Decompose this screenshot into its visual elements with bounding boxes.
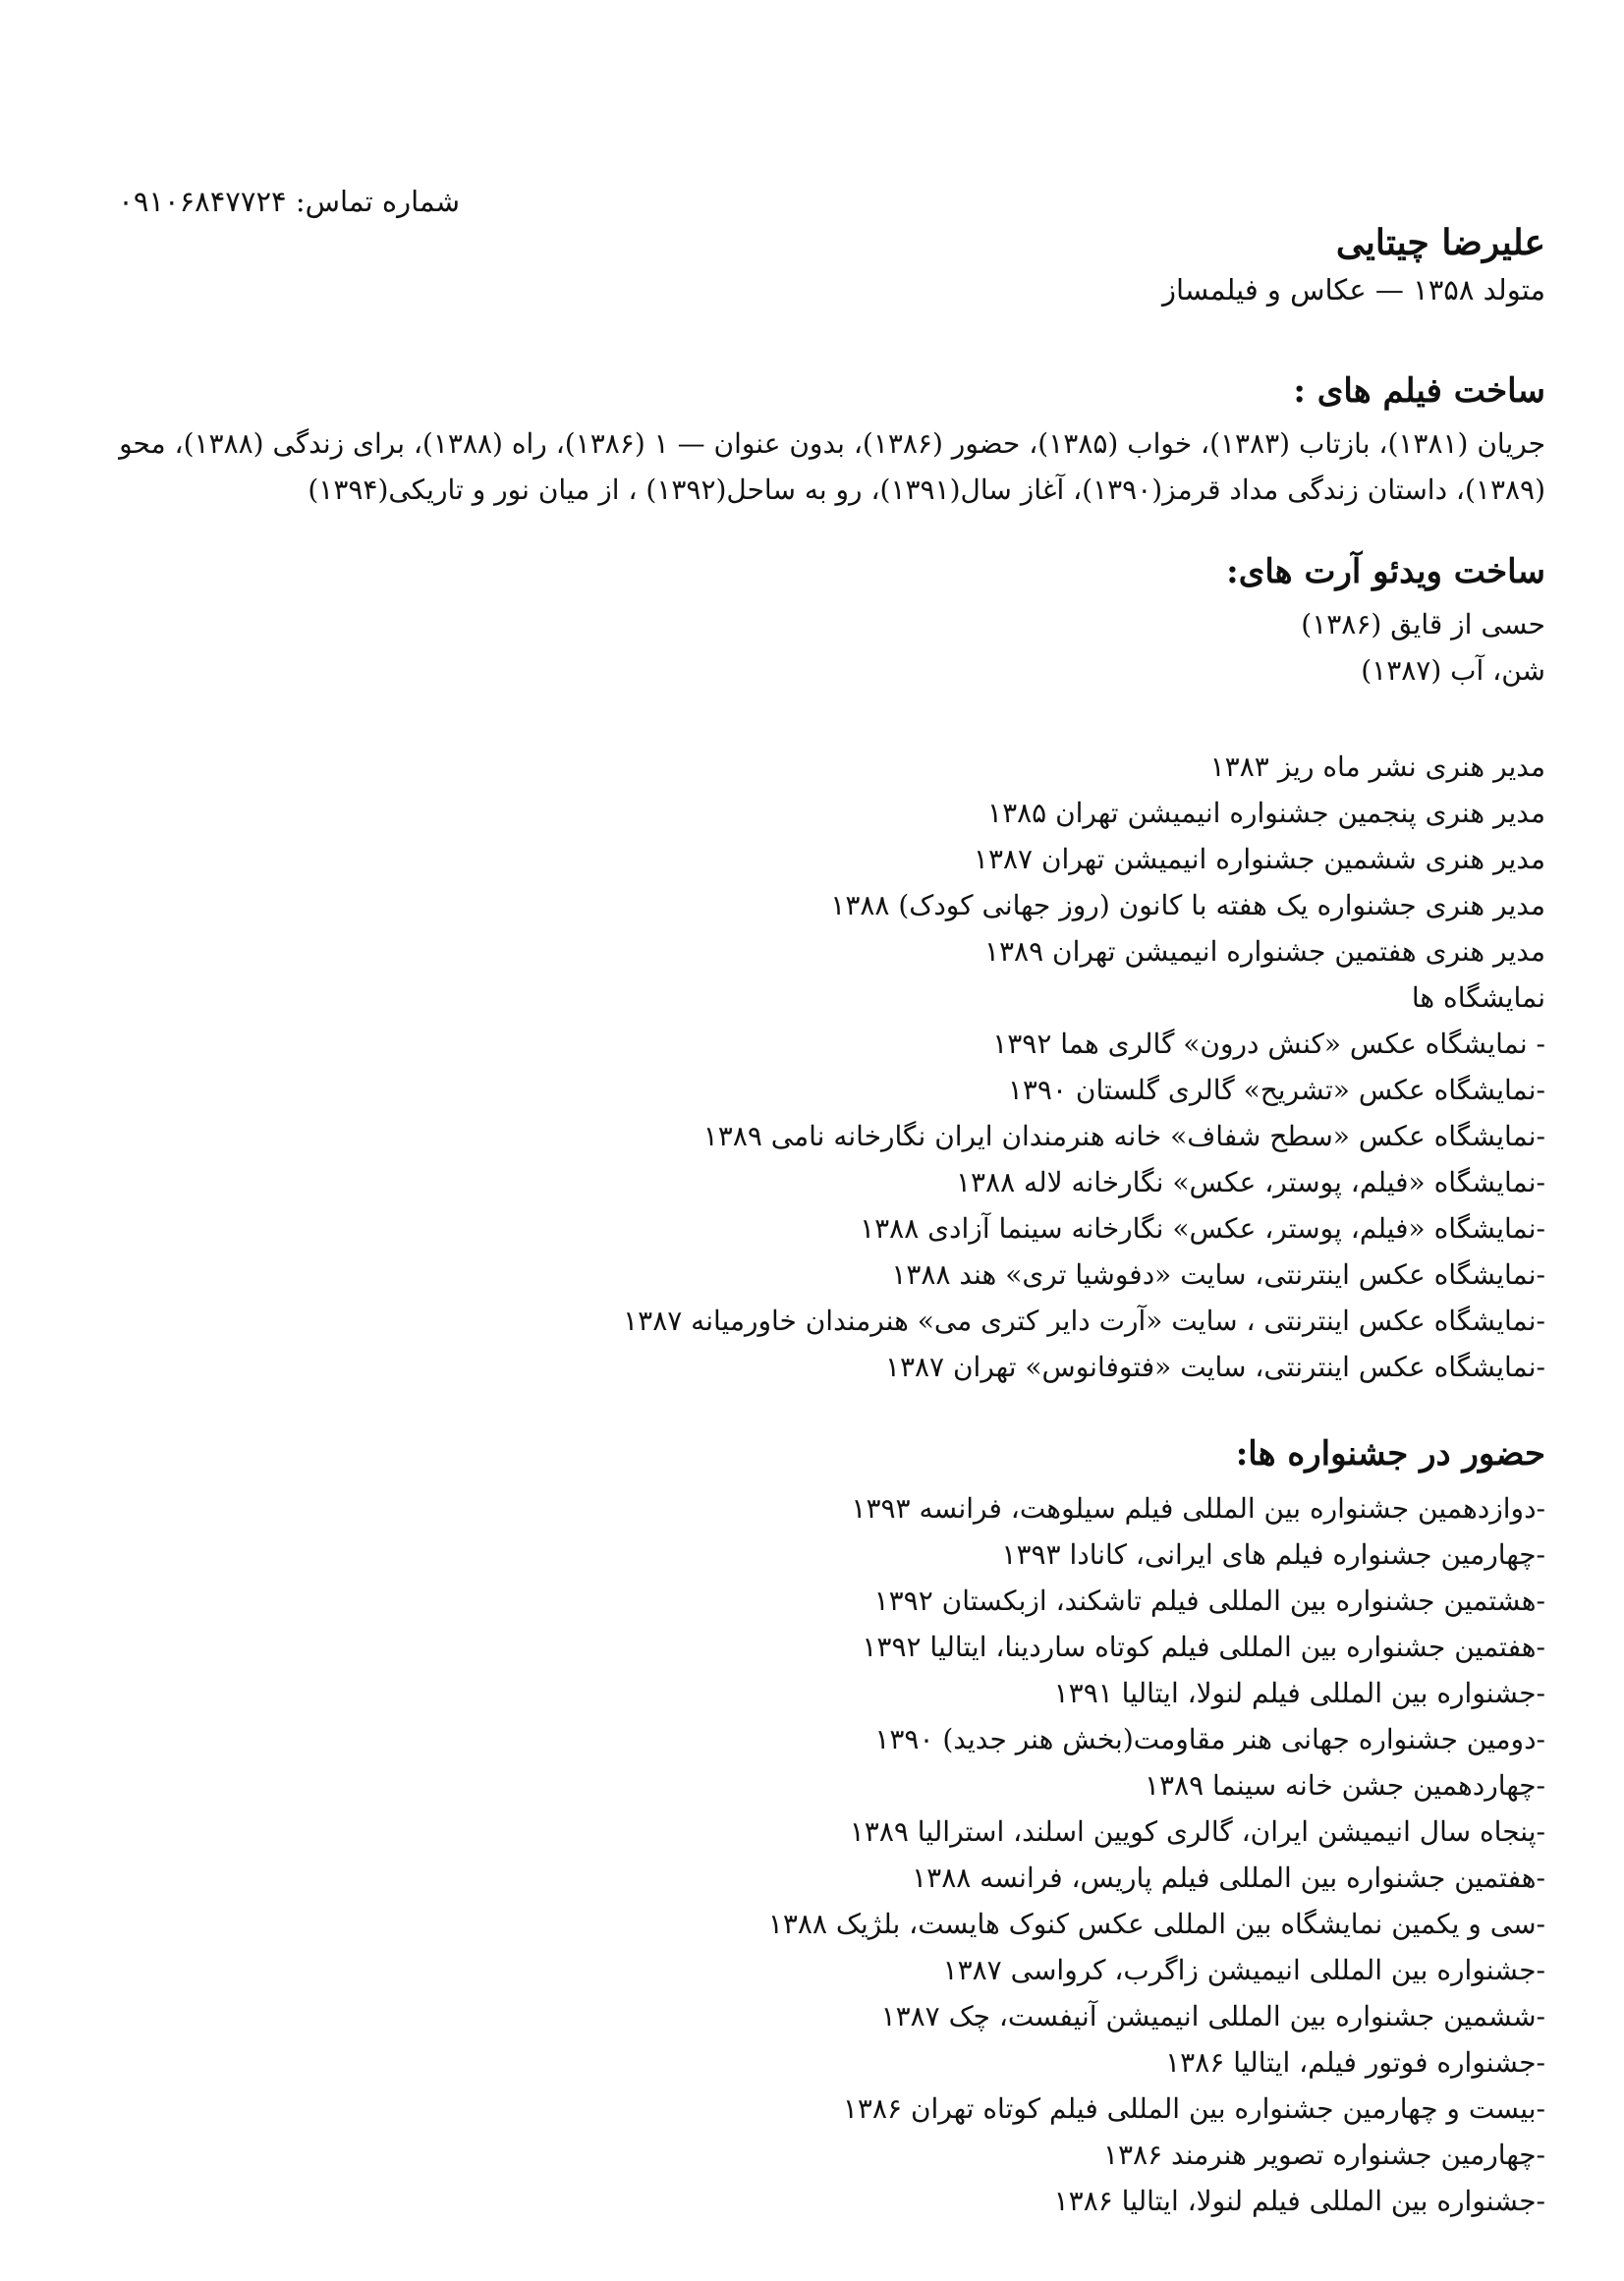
contact-phone: شماره تماس: ۰۹۱۰۶۸۴۷۷۲۴ (118, 185, 460, 218)
exhibitions-subheading: نمایشگاه ها (1411, 981, 1545, 1014)
list-item: -چهاردهمین جشن خانه سینما ۱۳۸۹ (1145, 1769, 1545, 1802)
list-item: -پنجاه سال انیمیشن ایران، گالری کویین اسلند، استرالیا ۱۳۸۹ (849, 1815, 1545, 1848)
films-heading: ساخت فیلم های : (1293, 371, 1545, 411)
list-item: -نمایشگاه «فیلم، پوستر، عکس» نگارخانه لاله ۱۳۸۸ (956, 1166, 1545, 1198)
list-item: مدیر هنری نشر ماه ریز ۱۳۸۳ (1209, 751, 1545, 783)
person-name: علیرضا چیتایی (1335, 222, 1545, 263)
list-item: مدیر هنری ششمین جشنواره انیمیشن تهران ۱۳۸۷ (973, 843, 1545, 875)
list-item: -بیست و چهارمین جشنواره بین المللی فیلم کوتاه تهران ۱۳۸۶ (842, 2092, 1545, 2125)
list-item: -سی و یکمین نمایشگاه بین المللی عکس کنوک هایست، بلژیک ۱۳۸۸ (767, 1908, 1545, 1940)
list-item: -نمایشگاه عکس «تشریح» گالری گلستان ۱۳۹۰ (1007, 1074, 1545, 1106)
list-item: مدیر هنری جشنواره یک هفته با کانون (روز جهانی کودک) ۱۳۸۸ (830, 889, 1545, 921)
list-item: -دومین جشنواره جهانی هنر مقاومت(بخش هنر جدید) ۱۳۹۰ (874, 1723, 1545, 1755)
list-item: -چهارمین جشنواره فیلم های ایرانی، کانادا ۱۳۹۳ (1001, 1538, 1545, 1571)
list-item: -چهارمین جشنواره تصویر هنرمند ۱۳۸۶ (1102, 2139, 1545, 2171)
art-direction-list (108, 744, 1545, 1390)
festivals-list (108, 1485, 1545, 2224)
list-item: حسی از قایق (۱۳۸۶) (1301, 608, 1545, 640)
list-item: -جشنواره بین المللی انیمیشن زاگرب، کرواسی ۱۳۸۷ (942, 1954, 1545, 1986)
video-art-list (108, 601, 1545, 694)
list-item: -نمایشگاه عکس «سطح شفاف» خانه هنرمندان ایران نگارخانه نامی ۱۳۸۹ (702, 1120, 1545, 1152)
list-item: -جشنواره فوتور فیلم، ایتالیا ۱۳۸۶ (1165, 2046, 1545, 2079)
list-item: -نمایشگاه عکس اینترنتی، سایت «دفوشیا تری» هند ۱۳۸۸ (891, 1258, 1545, 1291)
list-item: شن، آب (۱۳۸۷) (1361, 654, 1545, 687)
films-list: جریان (۱۳۸۱)، بازتاب (۱۳۸۳)، خواب (۱۳۸۵)، حضور (۱۳۸۶)، بدون عنوان — ۱ (۱۳۸۶)، راه (۱۳۸۸)، برای زندگی (۱۳۸۸)، محو (۱۳۸۹)، داستان زندگی مداد قرمز(۱۳۹۰)، آغاز سال(۱۳۹۱)، رو به ساحل(۱۳۹۲) ، از میان نور و تاریکی(۱۳۹۴) (119, 427, 1545, 506)
list-item: مدیر هنری هفتمین جشنواره انیمیشن تهران ۱۳۸۹ (983, 935, 1545, 968)
list-item: مدیر هنری پنجمین جشنواره انیمیشن تهران ۱۳۸۵ (987, 797, 1545, 829)
list-item: -نمایشگاه «فیلم، پوستر، عکس» نگارخانه سینما آزادی ۱۳۸۸ (860, 1212, 1545, 1245)
list-item: -هفتمین جشنواره بین المللی فیلم کوتاه ساردینا، ایتالیا ۱۳۹۲ (862, 1631, 1545, 1663)
list-item: -نمایشگاه عکس اینترنتی، سایت «فتوفانوس» تهران ۱۳۸۷ (884, 1351, 1545, 1383)
list-item: -جشنواره بین المللی فیلم لنولا، ایتالیا ۱۳۹۱ (1053, 1677, 1545, 1709)
list-item: - نمایشگاه عکس «کنش درون» گالری هما ۱۳۹۲ (992, 1028, 1545, 1060)
list-item: -دوازدهمین جشنواره بین المللی فیلم سیلوهت، فرانسه ۱۳۹۳ (851, 1492, 1545, 1525)
video-art-heading: ساخت ویدئو آرت های: (1226, 552, 1545, 591)
list-item: -نمایشگاه عکس اینترنتی ، سایت «آرت دایر کتری می» هنرمندان خاورمیانه ۱۳۸۷ (623, 1305, 1545, 1337)
list-item: -ششمین جشنواره بین المللی انیمیشن آنیفست، چک ۱۳۸۷ (880, 2000, 1545, 2032)
list-item: -جشنواره بین المللی فیلم لنولا، ایتالیا ۱۳۸۶ (1053, 2185, 1545, 2217)
list-item: -هفتمین جشنواره بین المللی فیلم پاریس، فرانسه ۱۳۸۸ (912, 1862, 1545, 1894)
person-subtitle: متولد ۱۳۵۸ — عکاس و فیلمساز (1162, 273, 1545, 306)
list-item: -هشتمین جشنواره بین المللی فیلم تاشکند، ازبکستان ۱۳۹۲ (873, 1585, 1545, 1617)
festivals-heading: حضور در جشنواره ها: (1235, 1434, 1545, 1474)
